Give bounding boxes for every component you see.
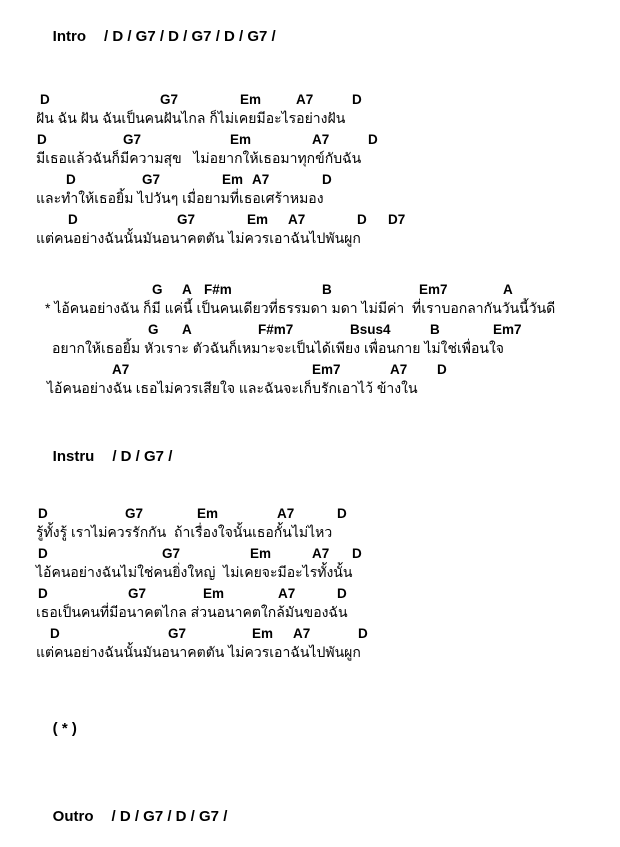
lyric-line: และทำให้เธอยิ้ม ไปวันๆ เมื่อยามที่เธอเศร้าหมอง — [36, 190, 324, 206]
chord-label: D — [38, 546, 48, 561]
lyric-line: รู้ทั้งรู้ เราไม่ควรรักกัน ถ้าเรื่องใจนั้นเธอกั้นไม่ไหว — [36, 524, 333, 540]
chord-label: D — [337, 586, 347, 601]
chord-progression: / D / G7 / D / G7 / D / G7 / — [104, 28, 276, 45]
chord-label: Em — [203, 586, 225, 601]
chord-label: A7 — [312, 132, 330, 147]
chord-label: D — [337, 506, 347, 521]
repeat-chorus-mark — [36, 699, 620, 759]
chord-label: F#m7 — [258, 322, 294, 337]
chord-label: A — [182, 282, 192, 297]
chord-label: A — [182, 322, 192, 337]
chord-row — [0, 543, 620, 563]
chord-progression: / D / G7 / D / G7 / — [111, 808, 228, 825]
lyric-line: ฝัน ฉัน ฝัน ฉันเป็นคนฝันไกล ก็ไม่เคยมีอะไรอย่างฝัน — [36, 110, 346, 126]
chord-row — [0, 359, 620, 379]
chord-label: G — [152, 282, 163, 297]
lyric-line: มีเธอแล้วฉันก็มีความสุข ไม่อยากให้เธอมาทุกข์กับฉัน — [36, 150, 362, 166]
chord-label: D7 — [388, 212, 406, 227]
chord-label: D — [40, 92, 50, 107]
chord-label: F#m — [204, 282, 232, 297]
chord-label: A7 — [277, 506, 295, 521]
chord-label: D — [357, 212, 367, 227]
chord-label: Em — [252, 626, 274, 641]
chord-label: D — [322, 172, 332, 187]
lyric-line: เธอเป็นคนที่มีอนาคตไกล ส่วนอนาคตใกล้มันของฉัน — [36, 604, 348, 620]
chord-label: A7 — [390, 362, 408, 377]
chord-label: G7 — [160, 92, 179, 107]
chord-label: A7 — [296, 92, 314, 107]
chord-label: D — [352, 546, 362, 561]
chord-row — [0, 209, 620, 229]
chord-label: D — [358, 626, 368, 641]
chord-row — [0, 503, 620, 523]
chord-label: G7 — [168, 626, 187, 641]
chord-label: G7 — [162, 546, 181, 561]
chord-label: Em — [230, 132, 252, 147]
chord-label: D — [38, 506, 48, 521]
chord-label: A — [503, 282, 513, 297]
chord-label: Em — [250, 546, 272, 561]
chord-label: Em — [197, 506, 219, 521]
lyric-line: ไอ้คนอย่างฉันไม่ใช่คนยิ่งใหญ่ ไม่เคยจะมีอะไรทั้งนั้น — [36, 564, 353, 580]
repeat-mark-label: ( * ) — [52, 720, 77, 737]
verse-2 — [0, 503, 620, 663]
chord-label: Em7 — [312, 362, 341, 377]
chord-label: D — [37, 132, 47, 147]
chord-label: B — [322, 282, 332, 297]
chord-label: A7 — [252, 172, 270, 187]
chord-label: G7 — [123, 132, 142, 147]
chord-row — [0, 169, 620, 189]
chord-row — [0, 129, 620, 149]
chord-label: Em — [247, 212, 269, 227]
chord-row — [0, 319, 620, 339]
chord-label: Em — [222, 172, 244, 187]
chord-progression: / D / G7 / — [112, 448, 173, 465]
verse-1 — [0, 89, 620, 249]
chord-row — [0, 279, 620, 299]
chord-label: D — [68, 212, 78, 227]
chord-label: G — [148, 322, 159, 337]
chord-label: D — [368, 132, 378, 147]
lyric-line: อยากให้เธอยิ้ม หัวเราะ ตัวฉันก็เหมาะจะเป็นได้เพียง เพื่อนกาย ไม่ใช่เพื่อนใจ — [52, 340, 504, 356]
chord-label: A7 — [278, 586, 296, 601]
chord-row — [0, 583, 620, 603]
chord-label: B — [430, 322, 440, 337]
section-label: Instru — [52, 448, 95, 465]
section-instru — [36, 427, 620, 487]
chord-label: A7 — [312, 546, 330, 561]
lyric-line: * ไอ้คนอย่างฉัน ก็มี แค่นี้ เป็นคนเดียวที่ธรรมดา มดา ไม่มีค่า ที่เราบอกลากันวันนี้วันดี — [45, 300, 556, 316]
chord-label: A7 — [112, 362, 130, 377]
chord-label: G7 — [177, 212, 196, 227]
section-label: Outro — [52, 808, 94, 825]
chord-label: Em7 — [419, 282, 448, 297]
section-outro — [36, 787, 620, 847]
section-intro — [36, 7, 620, 67]
lyric-line: แต่คนอย่างฉันนั้นมันอนาคตตัน ไม่ควรเอาฉันไปพันผูก — [36, 230, 361, 246]
chord-row — [0, 623, 620, 643]
chord-row — [0, 89, 620, 109]
section-label: Intro — [52, 28, 86, 45]
chord-label: G7 — [125, 506, 144, 521]
chord-label: G7 — [128, 586, 147, 601]
chord-label: A7 — [293, 626, 311, 641]
chord-label: G7 — [142, 172, 161, 187]
chord-label: D — [50, 626, 60, 641]
chord-label: A7 — [288, 212, 306, 227]
chord-label: D — [38, 586, 48, 601]
chord-label: D — [352, 92, 362, 107]
chord-label: Em7 — [493, 322, 522, 337]
lyric-line: ไอ้คนอย่างฉัน เธอไม่ควรเสียใจ และฉันจะเก็บรักเอาไว้ ข้างใน — [47, 380, 418, 396]
chord-label: Em — [240, 92, 262, 107]
chord-label: Bsus4 — [350, 322, 391, 337]
lyric-line: แต่คนอย่างฉันนั้นมันอนาคตตัน ไม่ควรเอาฉันไปพันผูก — [36, 644, 361, 660]
chord-label: D — [437, 362, 447, 377]
chord-label: D — [66, 172, 76, 187]
chorus — [0, 279, 620, 399]
